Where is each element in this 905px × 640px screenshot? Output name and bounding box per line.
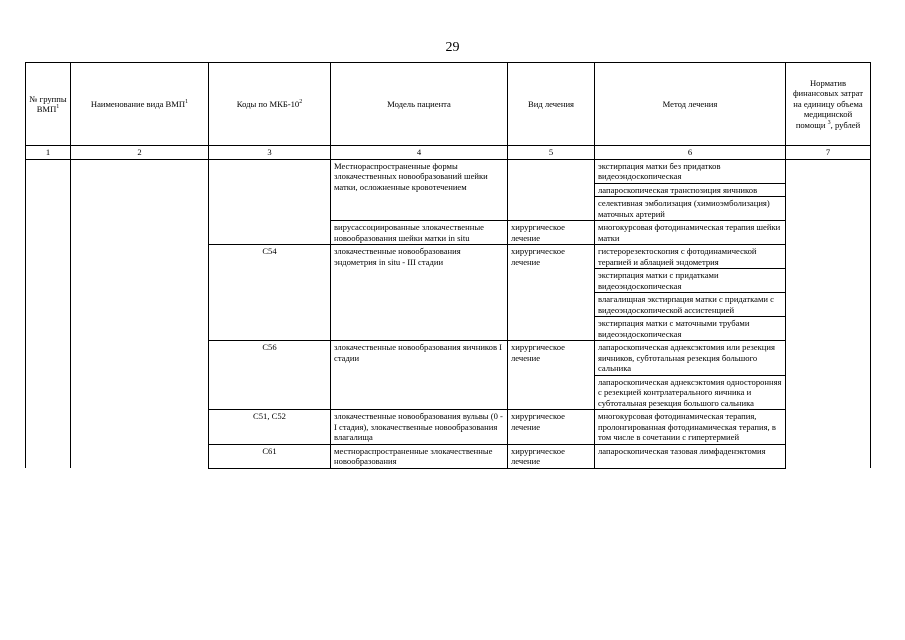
patient-model-cell: местнораспространенные злокачественные новообразования bbox=[331, 444, 508, 468]
method-item: экстирпация матки с маточными трубами видеоэндоскопическая bbox=[598, 318, 750, 339]
table-row bbox=[26, 159, 871, 221]
method-item: влагалищная экстирпация матки с придатками с видеоэндоскопической ассистенцией bbox=[595, 293, 785, 317]
treatment-method-cell bbox=[595, 341, 786, 410]
header-patient-model: Модель пациента bbox=[331, 63, 508, 146]
method-item: лапароскопическая аднексэктомия или резекция яичников, субтотальная резекция большого сальника bbox=[595, 341, 785, 376]
column-number: 1 bbox=[26, 146, 71, 160]
method-item: лапароскопическая тазовая лимфаденэктомия bbox=[598, 445, 766, 456]
treatment-method-cell bbox=[595, 444, 786, 468]
treatment-table bbox=[25, 62, 871, 469]
method-item: многокурсовая фотодинамическая терапия, пролонгированная фотодинамическая терапия, в том числе в сочетании с гипертермией bbox=[598, 411, 776, 442]
method-item: лапароскопическая аднексэктомия односторонняя с резекцией контрлатерального яичника и субтотальная резекция большого сальника bbox=[598, 376, 782, 408]
treatment-method-cell bbox=[595, 221, 786, 245]
patient-model-cell: злокачественные новообразования вульвы (0 - I стадия), злокачественные новообразования влагалища bbox=[331, 410, 508, 445]
treatment-type-cell: хирургическое лечение bbox=[508, 410, 595, 445]
column-number: 7 bbox=[786, 146, 871, 160]
header-treatment-type: Вид лечения bbox=[508, 63, 595, 146]
header-cost-norm: Норматив финансовых затрат на единицу объема медицинской помощи $^3$, рублей bbox=[786, 63, 871, 146]
column-number: 4 bbox=[331, 146, 508, 160]
treatment-method-cell bbox=[595, 159, 786, 221]
method-item: гистерорезектоскопия с фотодинамической терапией и аблацией эндометрия bbox=[595, 245, 785, 269]
group-number-cell bbox=[26, 159, 71, 468]
method-item: экстирпация матки без придатков видеоэндоскопическая bbox=[595, 160, 785, 184]
treatment-type-cell: хирургическое лечение bbox=[508, 341, 595, 410]
header-icd-codes: Коды по МКБ-$10^2$ bbox=[209, 63, 331, 146]
treatment-type-cell: хирургическое лечение bbox=[508, 221, 595, 245]
header-row bbox=[26, 63, 871, 146]
treatment-type-cell: хирургическое лечение bbox=[508, 444, 595, 468]
method-item: селективная эмболизация (химиоэмболизация) маточных артерий bbox=[598, 198, 770, 219]
cost-norm-cell bbox=[786, 159, 871, 468]
column-number-row bbox=[26, 146, 871, 160]
icd-code-cell: C51, C52 bbox=[209, 410, 331, 445]
treatment-type-cell: хирургическое лечение bbox=[508, 245, 595, 341]
header-vmp-name: Наименование вида ВМП$^1$ bbox=[71, 63, 209, 146]
column-number: 6 bbox=[595, 146, 786, 160]
method-item: экстирпация матки с придатками видеоэндоскопическая bbox=[595, 269, 785, 293]
header-group-number: № группы ВМП$^1$ bbox=[26, 63, 71, 146]
icd-code-cell bbox=[209, 159, 331, 245]
icd-code-cell: C61 bbox=[209, 444, 331, 468]
method-item: многокурсовая фотодинамическая терапия шейки матки bbox=[598, 222, 781, 243]
header-treatment-method: Метод лечения bbox=[595, 63, 786, 146]
patient-model-cell: злокачественные новообразования яичников I стадии bbox=[331, 341, 508, 410]
method-item: лапароскопическая транспозиция яичников bbox=[595, 184, 785, 198]
column-number: 2 bbox=[71, 146, 209, 160]
treatment-method-cell bbox=[595, 410, 786, 445]
treatment-type-cell bbox=[508, 159, 595, 221]
icd-code-cell: C56 bbox=[209, 341, 331, 410]
page-number: 29 bbox=[445, 40, 460, 55]
patient-model-cell: вирусассоциированные злокачественные новообразования шейки матки in situ bbox=[331, 221, 508, 245]
column-number: 5 bbox=[508, 146, 595, 160]
icd-code-cell: C54 bbox=[209, 245, 331, 341]
treatment-method-cell bbox=[595, 245, 786, 341]
vmp-name-cell bbox=[71, 159, 209, 468]
patient-model-cell: злокачественные новообразования эндометрия in situ - III стадии bbox=[331, 245, 508, 341]
patient-model-cell: Местнораспространенные формы злокачественных новообразований шейки матки, осложненные кровотечением bbox=[331, 159, 508, 221]
column-number: 3 bbox=[209, 146, 331, 160]
